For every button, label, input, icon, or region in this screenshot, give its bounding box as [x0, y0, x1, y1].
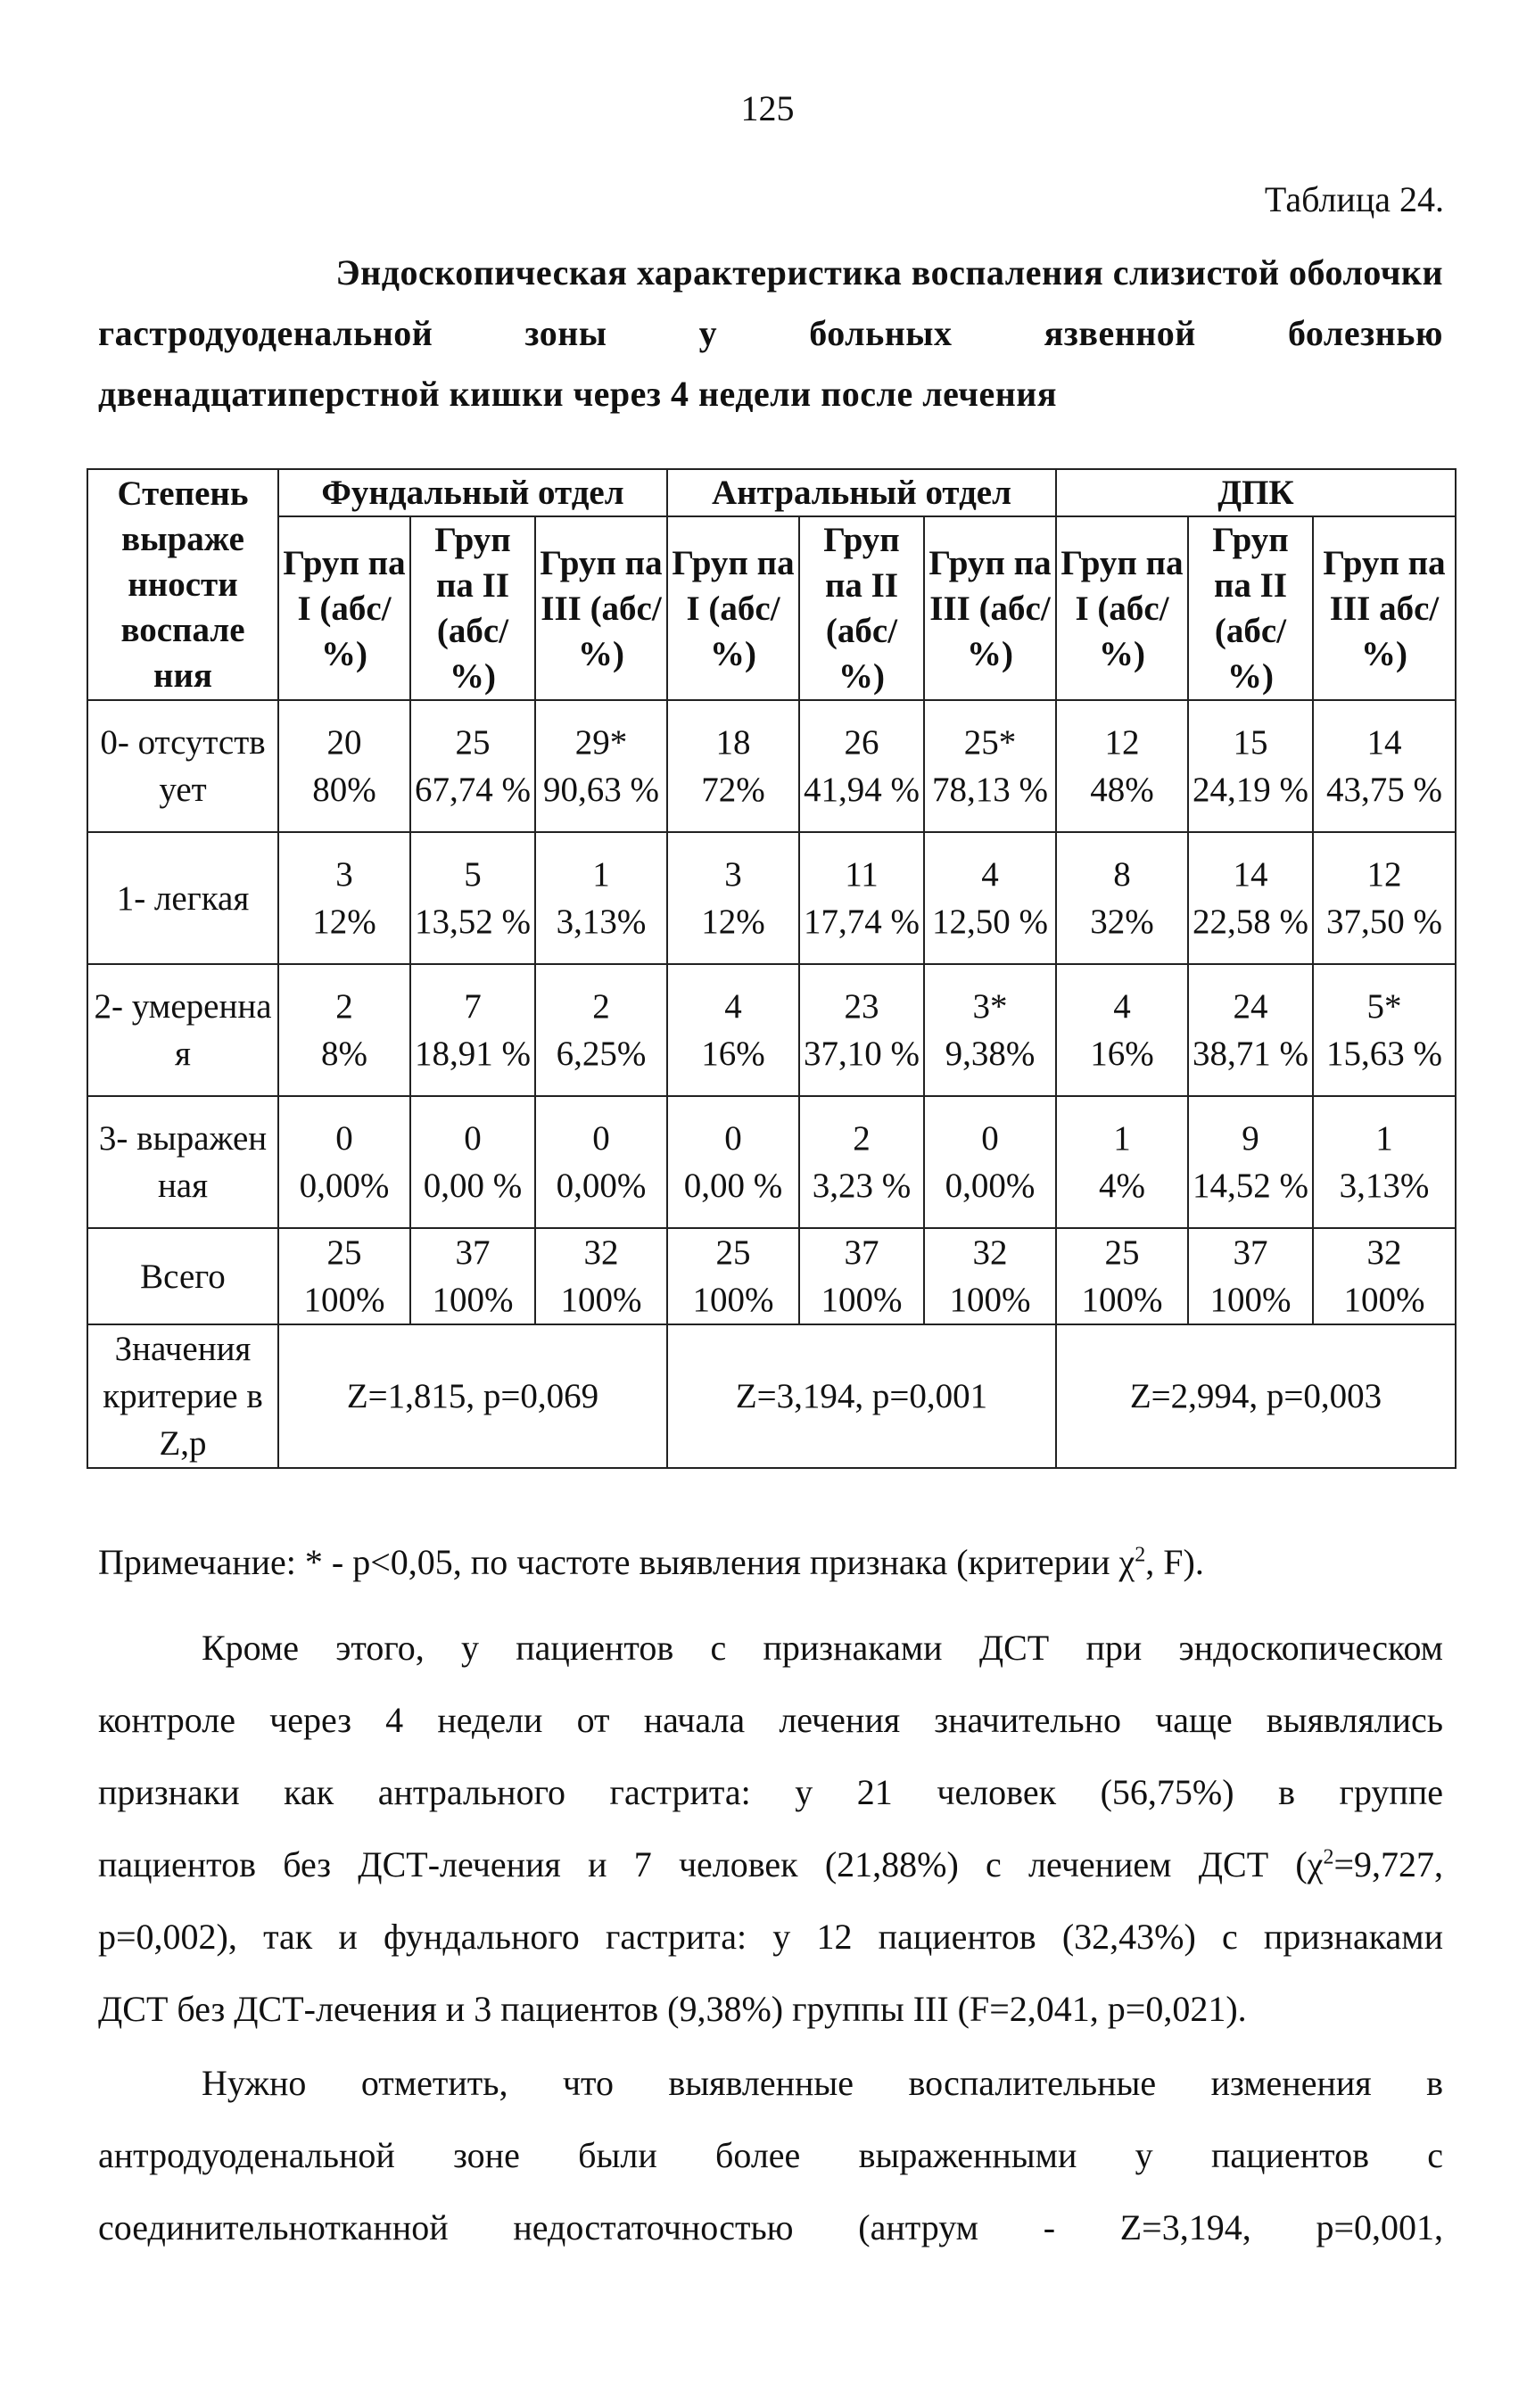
group-header: Антральный отдел	[667, 469, 1056, 516]
cell-percent: 17,74 %	[804, 903, 920, 941]
cell-percent: 12,50 %	[932, 903, 1048, 941]
cell-percent: 38,71 %	[1193, 1035, 1308, 1073]
row-label: Всего	[87, 1228, 278, 1324]
paragraph-line: ДСТ без ДСТ-лечения и 3 пациентов (9,38%) группы III (F=2,041, p=0,021).	[98, 1989, 1247, 2029]
cell-percent: 41,94 %	[804, 771, 920, 809]
table-cell	[799, 832, 924, 964]
table-cell	[1188, 964, 1313, 1096]
results-table	[87, 468, 1457, 1469]
cell-count: 37	[844, 1233, 879, 1272]
subgroup-header: Груп па III абс/ %)	[1313, 516, 1456, 700]
table-cell	[1313, 832, 1456, 964]
heading-word: гастродуоденальной	[98, 313, 433, 353]
cell-count: 26	[844, 723, 879, 762]
cell-count: 25*	[963, 723, 1017, 762]
criteria-value: Z=2,994, p=0,003	[1056, 1324, 1456, 1468]
cell-percent: 12%	[701, 903, 765, 941]
cell-percent: 100%	[692, 1281, 774, 1319]
table-cell	[924, 964, 1056, 1096]
cell-count: 15	[1233, 723, 1268, 762]
heading-word: язвенной	[1044, 313, 1196, 353]
note-text-end: , F).	[1145, 1542, 1204, 1582]
paragraph-line: признаки как антрального гастрита: у 21 человек (56,75%) в группе	[98, 1772, 1443, 1812]
cell-percent: 13,52 %	[415, 903, 531, 941]
cell-percent: 80%	[312, 771, 376, 809]
table-cell	[535, 964, 667, 1096]
table-cell	[667, 1228, 799, 1324]
cell-percent: 24,19 %	[1193, 771, 1308, 809]
table-cell	[410, 1096, 535, 1228]
table-cell	[1188, 1096, 1313, 1228]
subgroup-header: Груп па I (абс/ %)	[1056, 516, 1188, 700]
cell-percent: 0,00%	[299, 1167, 390, 1205]
table-cell	[924, 1096, 1056, 1228]
cell-percent: 100%	[1343, 1281, 1425, 1319]
cell-count: 24	[1233, 987, 1268, 1026]
cell-percent: 43,75 %	[1326, 771, 1442, 809]
cell-percent: 0,00%	[945, 1167, 1036, 1205]
criteria-value: Z=1,815, p=0,069	[278, 1324, 667, 1468]
table-row	[87, 700, 1456, 832]
cell-count: 14	[1366, 723, 1402, 762]
cell-percent: 100%	[949, 1281, 1031, 1319]
cell-count: 18	[715, 723, 751, 762]
table-cell	[410, 964, 535, 1096]
cell-percent: 14,52 %	[1193, 1167, 1308, 1205]
cell-count: 25	[326, 1233, 362, 1272]
cell-percent: 32%	[1090, 903, 1154, 941]
cell-count: 1	[1113, 1119, 1131, 1158]
heading-word: болезнью	[1287, 313, 1443, 353]
cell-count: 25	[455, 723, 491, 762]
cell-count: 11	[845, 855, 879, 894]
table-cell	[1188, 1228, 1313, 1324]
table-cell	[924, 1228, 1056, 1324]
cell-percent: 78,13 %	[932, 771, 1048, 809]
cell-count: 25	[715, 1233, 751, 1272]
table-cell	[410, 1228, 535, 1324]
cell-percent: 37,10 %	[804, 1035, 920, 1073]
subgroup-header: Груп па III (абс/ %)	[535, 516, 667, 700]
cell-percent: 3,13%	[1339, 1167, 1430, 1205]
table-cell	[1313, 700, 1456, 832]
table-cell	[278, 700, 410, 832]
cell-percent: 15,63 %	[1326, 1035, 1442, 1073]
table-cell	[535, 1228, 667, 1324]
cell-count: 4	[981, 855, 999, 894]
row-label: 0- отсутств ует	[87, 700, 278, 832]
cell-count: 12	[1366, 855, 1402, 894]
criteria-value: Z=3,194, p=0,001	[667, 1324, 1056, 1468]
table-cell	[1188, 832, 1313, 964]
cell-count: 0	[981, 1119, 999, 1158]
cell-percent: 18,91 %	[415, 1035, 531, 1073]
table-cell	[1313, 1096, 1456, 1228]
row-label: 2- умеренна я	[87, 964, 278, 1096]
cell-count: 0	[724, 1119, 742, 1158]
table-cell	[667, 832, 799, 964]
cell-count: 32	[972, 1233, 1008, 1272]
paragraph-line: соединительнотканной недостаточностью (антрум - Z=3,194, p=0,001,	[98, 2207, 1443, 2247]
paragraph-line: антродуоденальной зоне были более выраженными у пациентов с	[98, 2135, 1443, 2175]
table-cell	[1056, 1228, 1188, 1324]
subgroup-header: Груп па I (абс/ %)	[667, 516, 799, 700]
table-cell	[535, 1096, 667, 1228]
table-cell	[278, 964, 410, 1096]
line-segment: =9,727,	[1333, 1844, 1443, 1884]
chi-superscript: 2	[1323, 1845, 1334, 1869]
table-cell	[667, 1096, 799, 1228]
cell-count: 29*	[574, 723, 628, 762]
cell-percent: 0,00 %	[423, 1167, 523, 1205]
cell-percent: 100%	[560, 1281, 642, 1319]
heading-word: у	[698, 313, 718, 353]
cell-count: 0	[592, 1119, 610, 1158]
cell-percent: 0,00 %	[683, 1167, 783, 1205]
cell-count: 0	[464, 1119, 482, 1158]
cell-percent: 100%	[303, 1281, 385, 1319]
note-text: Примечание: * - p<0,05, по частоте выявления признака (критерии χ	[98, 1542, 1135, 1582]
heading-line-3: двенадцатиперстной кишки через 4 недели после лечения	[98, 374, 1057, 414]
cell-count: 4	[1113, 987, 1131, 1026]
cell-count: 3	[335, 855, 353, 894]
table-note	[98, 1541, 1204, 1583]
paragraph-line: контроле через 4 недели от начала лечения значительно чаще выявлялись	[98, 1700, 1443, 1740]
subgroup-header: Груп па II (абс/ %)	[410, 516, 535, 700]
cell-count: 12	[1104, 723, 1140, 762]
cell-percent: 100%	[821, 1281, 903, 1319]
cell-percent: 9,38%	[945, 1035, 1036, 1073]
cell-count: 4	[724, 987, 742, 1026]
table-cell	[799, 700, 924, 832]
cell-count: 2	[335, 987, 353, 1026]
cell-percent: 3,23 %	[812, 1167, 912, 1205]
heading-line-2	[98, 303, 1443, 364]
cell-percent: 67,74 %	[415, 771, 531, 809]
table-cell	[924, 832, 1056, 964]
row-label: Значения критерие в Z,p	[87, 1324, 278, 1468]
cell-count: 5*	[1366, 987, 1402, 1026]
table-heading	[98, 243, 1443, 425]
paragraph-2	[98, 2047, 1443, 2264]
cell-percent: 8%	[321, 1035, 367, 1073]
table-row	[87, 832, 1456, 964]
table-cell	[535, 700, 667, 832]
cell-count: 1	[592, 855, 610, 894]
cell-count: 9	[1242, 1119, 1259, 1158]
subgroup-header: Груп па II (абс/ %)	[1188, 516, 1313, 700]
group-header: Фундальный отдел	[278, 469, 667, 516]
total-row	[87, 1228, 1456, 1324]
cell-count: 5	[464, 855, 482, 894]
cell-percent: 16%	[1090, 1035, 1154, 1073]
table-cell	[278, 832, 410, 964]
cell-count: 37	[1233, 1233, 1268, 1272]
paragraph-line: Кроме этого, у пациентов с признаками ДСТ при эндоскопическом	[202, 1628, 1443, 1668]
criteria-row	[87, 1324, 1456, 1468]
subgroup-header: Груп па II (абс/ %)	[799, 516, 924, 700]
cell-percent: 37,50 %	[1326, 903, 1442, 941]
cell-count: 20	[326, 723, 362, 762]
table-cell	[667, 700, 799, 832]
table-cell	[799, 1228, 924, 1324]
cell-count: 2	[853, 1119, 871, 1158]
table-row	[87, 964, 1456, 1096]
cell-percent: 48%	[1090, 771, 1154, 809]
cell-percent: 6,25%	[556, 1035, 647, 1073]
subgroup-header: Груп па III (абс/ %)	[924, 516, 1056, 700]
cell-percent: 4%	[1099, 1167, 1145, 1205]
note-superscript: 2	[1135, 1543, 1146, 1567]
cell-count: 0	[335, 1119, 353, 1158]
table-cell	[410, 832, 535, 964]
cell-percent: 0,00%	[556, 1167, 647, 1205]
table-cell	[535, 832, 667, 964]
table-cell	[799, 964, 924, 1096]
cell-percent: 16%	[701, 1035, 765, 1073]
cell-count: 32	[1366, 1233, 1402, 1272]
group-header: ДПК	[1056, 469, 1456, 516]
paragraph-line	[98, 1828, 1443, 1901]
cell-percent: 22,58 %	[1193, 903, 1308, 941]
cell-count: 7	[464, 987, 482, 1026]
cell-count: 32	[583, 1233, 619, 1272]
table-cell	[278, 1096, 410, 1228]
cell-count: 23	[844, 987, 879, 1026]
heading-word: зоны	[524, 313, 607, 353]
paragraph-line: Нужно отметить, что выявленные воспалительные изменения в	[202, 2063, 1443, 2103]
table-cell	[1056, 1096, 1188, 1228]
cell-percent: 100%	[432, 1281, 514, 1319]
cell-count: 3*	[972, 987, 1008, 1026]
table-row	[87, 1096, 1456, 1228]
table-cell	[1056, 832, 1188, 964]
corner-header: Степень выраже нности воспале ния	[87, 469, 278, 700]
table-cell	[799, 1096, 924, 1228]
cell-percent: 100%	[1209, 1281, 1292, 1319]
cell-count: 14	[1233, 855, 1268, 894]
heading-word: больных	[809, 313, 953, 353]
paragraph-line: p=0,002), так и фундального гастрита: у 12 пациентов (32,43%) с признаками	[98, 1917, 1443, 1957]
heading-line-1: Эндоскопическая характеристика воспаления слизистой оболочки	[335, 252, 1443, 293]
cell-percent: 100%	[1081, 1281, 1163, 1319]
table-cell	[1056, 700, 1188, 832]
table-cell	[1313, 964, 1456, 1096]
cell-count: 37	[455, 1233, 491, 1272]
table-cell	[924, 700, 1056, 832]
row-label: 1- легкая	[87, 832, 278, 964]
table-caption: Таблица 24.	[1264, 179, 1444, 219]
cell-count: 3	[724, 855, 742, 894]
row-label: 3- выражен ная	[87, 1096, 278, 1228]
line-segment: пациентов без ДСТ-лечения и 7 человек (21,88%) с лечением ДСТ (χ	[98, 1844, 1324, 1884]
cell-count: 25	[1104, 1233, 1140, 1272]
table-cell	[1313, 1228, 1456, 1324]
table-cell	[410, 700, 535, 832]
cell-count: 1	[1375, 1119, 1393, 1158]
cell-percent: 72%	[701, 771, 765, 809]
cell-percent: 3,13%	[556, 903, 647, 941]
paragraph-1	[98, 1612, 1443, 2045]
cell-count: 2	[592, 987, 610, 1026]
table-cell	[1188, 700, 1313, 832]
table-body	[87, 700, 1456, 1468]
cell-percent: 90,63 %	[543, 771, 659, 809]
table-cell	[1056, 964, 1188, 1096]
table-cell	[278, 1228, 410, 1324]
cell-percent: 12%	[312, 903, 376, 941]
page-number: 125	[740, 88, 795, 128]
cell-count: 8	[1113, 855, 1131, 894]
table-cell	[667, 964, 799, 1096]
subgroup-header: Груп па I (абс/ %)	[278, 516, 410, 700]
